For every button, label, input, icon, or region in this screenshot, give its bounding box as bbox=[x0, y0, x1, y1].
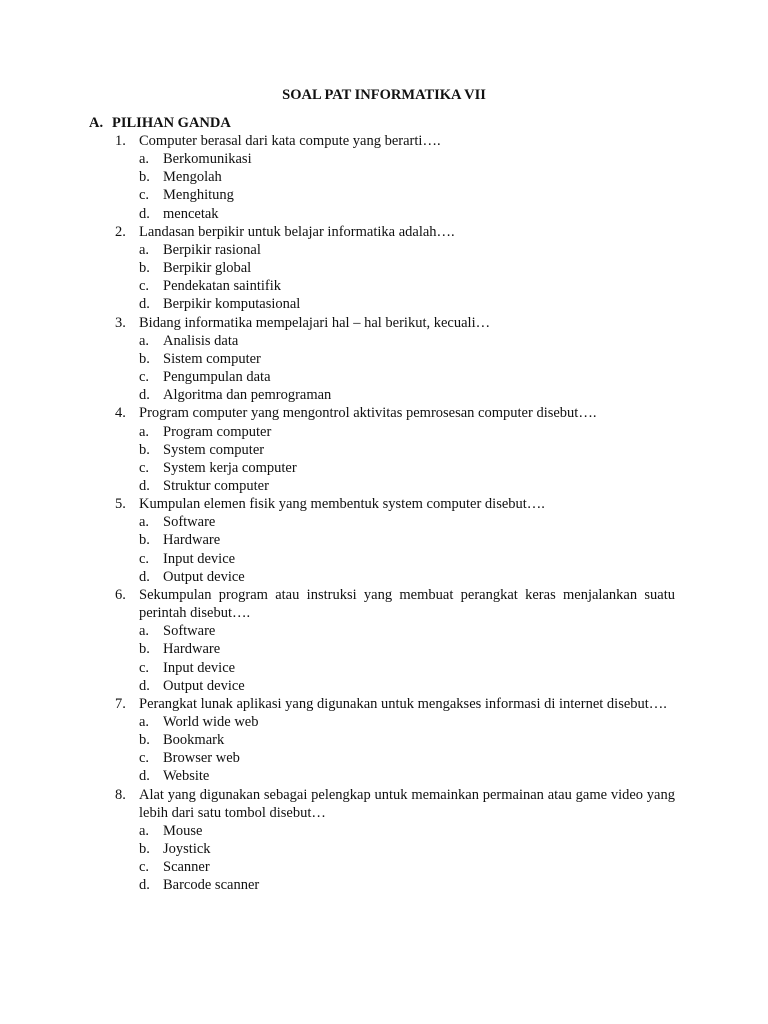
section-title: PILIHAN GANDA bbox=[112, 115, 231, 131]
answer-option bbox=[139, 749, 675, 767]
option-letter: a. bbox=[139, 714, 150, 730]
option-letter: a. bbox=[139, 151, 150, 168]
option-letter: d. bbox=[139, 677, 150, 694]
question-number: 7. bbox=[115, 695, 126, 712]
answer-option bbox=[139, 295, 675, 313]
option-letter: a. bbox=[139, 241, 150, 258]
answer-option bbox=[139, 513, 675, 531]
question-item bbox=[115, 314, 675, 405]
answer-option bbox=[139, 350, 675, 368]
answer-option bbox=[139, 477, 675, 495]
option-text: Analisis data bbox=[163, 332, 239, 349]
option-letter: a. bbox=[139, 332, 150, 349]
option-text: mencetak bbox=[163, 205, 219, 222]
question-row bbox=[115, 223, 675, 241]
question-number: 3. bbox=[115, 314, 126, 331]
answer-option bbox=[139, 713, 675, 731]
option-text: Berpikir global bbox=[163, 260, 252, 277]
option-list bbox=[115, 332, 675, 405]
option-text: Output device bbox=[163, 677, 245, 694]
option-text: Bookmark bbox=[163, 732, 225, 749]
answer-option bbox=[139, 386, 675, 404]
option-text: Software bbox=[163, 623, 216, 640]
answer-option bbox=[139, 822, 675, 840]
question-number: 5. bbox=[115, 496, 126, 513]
option-letter: d. bbox=[139, 296, 150, 313]
option-list bbox=[115, 241, 675, 314]
option-list bbox=[115, 150, 675, 223]
option-text: Input device bbox=[163, 550, 236, 567]
question-list bbox=[115, 132, 675, 895]
option-letter: c. bbox=[139, 859, 150, 876]
answer-option bbox=[139, 368, 675, 386]
option-letter: b. bbox=[139, 641, 150, 658]
question-row bbox=[115, 786, 675, 822]
option-letter: d. bbox=[139, 877, 150, 894]
question-text: Sekumpulan program atau instruksi yang membuat perangkat keras menjalankan suatu perintah disebut…. bbox=[139, 586, 675, 622]
option-letter: c. bbox=[139, 550, 150, 567]
option-text: World wide web bbox=[163, 714, 259, 730]
answer-option bbox=[139, 840, 675, 858]
question-text: Bidang informatika mempelajari hal – hal berikut, kecuali… bbox=[139, 314, 491, 331]
option-letter: a. bbox=[139, 822, 150, 839]
option-text: Scanner bbox=[163, 859, 210, 876]
question-text: Program computer yang mengontrol aktivitas pemrosesan computer disebut…. bbox=[139, 405, 597, 422]
option-text: Sistem computer bbox=[163, 350, 261, 367]
answer-option bbox=[139, 150, 675, 168]
answer-option bbox=[139, 767, 675, 785]
answer-option bbox=[139, 640, 675, 658]
answer-option bbox=[139, 186, 675, 204]
question-item bbox=[115, 223, 675, 314]
question-item bbox=[115, 404, 675, 495]
option-letter: d. bbox=[139, 387, 150, 404]
option-text: Mouse bbox=[163, 822, 203, 839]
answer-option bbox=[139, 332, 675, 350]
answer-option bbox=[139, 241, 675, 259]
answer-option bbox=[139, 876, 675, 894]
answer-option bbox=[139, 568, 675, 586]
option-letter: d. bbox=[139, 768, 150, 785]
option-letter: d. bbox=[139, 205, 150, 222]
question-row bbox=[115, 495, 675, 513]
answer-option bbox=[139, 531, 675, 549]
option-letter: b. bbox=[139, 441, 150, 458]
option-list bbox=[115, 622, 675, 695]
option-text: Hardware bbox=[163, 641, 221, 658]
answer-option bbox=[139, 677, 675, 695]
option-letter: d. bbox=[139, 568, 150, 585]
answer-option bbox=[139, 731, 675, 749]
option-list bbox=[115, 423, 675, 496]
option-text: Joystick bbox=[163, 841, 211, 858]
question-text: Landasan berpikir untuk belajar informatika adalah…. bbox=[139, 223, 455, 240]
option-text: Berpikir komputasional bbox=[163, 296, 301, 313]
question-item bbox=[115, 786, 675, 895]
option-text: Program computer bbox=[163, 423, 272, 440]
question-number: 8. bbox=[115, 786, 126, 803]
question-text: Kumpulan elemen fisik yang membentuk system computer disebut…. bbox=[139, 496, 545, 513]
answer-option bbox=[139, 259, 675, 277]
question-number: 4. bbox=[115, 405, 126, 422]
option-text: Barcode scanner bbox=[163, 877, 260, 894]
answer-option bbox=[139, 459, 675, 477]
option-text: Algoritma dan pemrograman bbox=[163, 387, 332, 404]
option-list bbox=[115, 713, 675, 786]
option-letter: a. bbox=[139, 423, 150, 440]
option-list bbox=[115, 822, 675, 895]
question-row bbox=[115, 586, 675, 622]
answer-option bbox=[139, 423, 675, 441]
section-heading bbox=[89, 114, 231, 132]
option-letter: b. bbox=[139, 260, 150, 277]
option-text: Pengumpulan data bbox=[163, 369, 271, 386]
option-letter: a. bbox=[139, 623, 150, 640]
option-text: Browser web bbox=[163, 750, 240, 767]
answer-option bbox=[139, 550, 675, 568]
option-text: Input device bbox=[163, 659, 236, 676]
question-text: Perangkat lunak aplikasi yang digunakan untuk mengakses informasi di internet disebut…. bbox=[139, 695, 667, 712]
option-letter: b. bbox=[139, 732, 150, 749]
option-list bbox=[115, 513, 675, 586]
question-row bbox=[115, 695, 675, 713]
question-item bbox=[115, 695, 675, 786]
option-text: Menghitung bbox=[163, 187, 234, 204]
answer-option bbox=[139, 168, 675, 186]
answer-option bbox=[139, 441, 675, 459]
option-text: Website bbox=[163, 768, 210, 785]
option-letter: a. bbox=[139, 514, 150, 531]
option-letter: b. bbox=[139, 350, 150, 367]
question-number: 6. bbox=[115, 586, 126, 603]
answer-option bbox=[139, 659, 675, 677]
page-title: SOAL PAT INFORMATIKA VII bbox=[282, 87, 486, 103]
option-letter: c. bbox=[139, 750, 150, 767]
answer-option bbox=[139, 277, 675, 295]
section-letter: A. bbox=[89, 115, 104, 131]
option-text: Berpikir rasional bbox=[163, 241, 261, 258]
option-letter: c. bbox=[139, 659, 150, 676]
option-letter: d. bbox=[139, 477, 150, 494]
question-text: Computer berasal dari kata compute yang berarti…. bbox=[139, 133, 441, 149]
answer-option bbox=[139, 858, 675, 876]
question-number: 1. bbox=[115, 133, 126, 149]
option-text: System kerja computer bbox=[163, 459, 297, 476]
option-text: Struktur computer bbox=[163, 477, 269, 494]
option-letter: c. bbox=[139, 369, 150, 386]
question-row bbox=[115, 314, 675, 332]
answer-option bbox=[139, 205, 675, 223]
question-number: 2. bbox=[115, 223, 126, 240]
question-text: Alat yang digunakan sebagai pelengkap untuk memainkan permainan atau game video yang lebih dari satu tombol disebut… bbox=[139, 786, 675, 821]
option-letter: c. bbox=[139, 187, 150, 204]
option-letter: b. bbox=[139, 841, 150, 858]
question-row bbox=[115, 132, 675, 150]
option-text: Hardware bbox=[163, 532, 221, 549]
option-text: Output device bbox=[163, 568, 245, 585]
option-text: Pendekatan saintifik bbox=[163, 278, 281, 295]
option-text: Berkomunikasi bbox=[163, 151, 252, 168]
answer-option bbox=[139, 622, 675, 640]
question-item bbox=[115, 586, 675, 695]
option-text: System computer bbox=[163, 441, 265, 458]
option-letter: c. bbox=[139, 278, 150, 295]
question-item bbox=[115, 132, 675, 223]
question-row bbox=[115, 404, 675, 422]
option-letter: b. bbox=[139, 169, 150, 186]
option-text: Software bbox=[163, 514, 216, 531]
option-letter: c. bbox=[139, 459, 150, 476]
option-letter: b. bbox=[139, 532, 150, 549]
question-item bbox=[115, 495, 675, 586]
option-text: Mengolah bbox=[163, 169, 222, 186]
